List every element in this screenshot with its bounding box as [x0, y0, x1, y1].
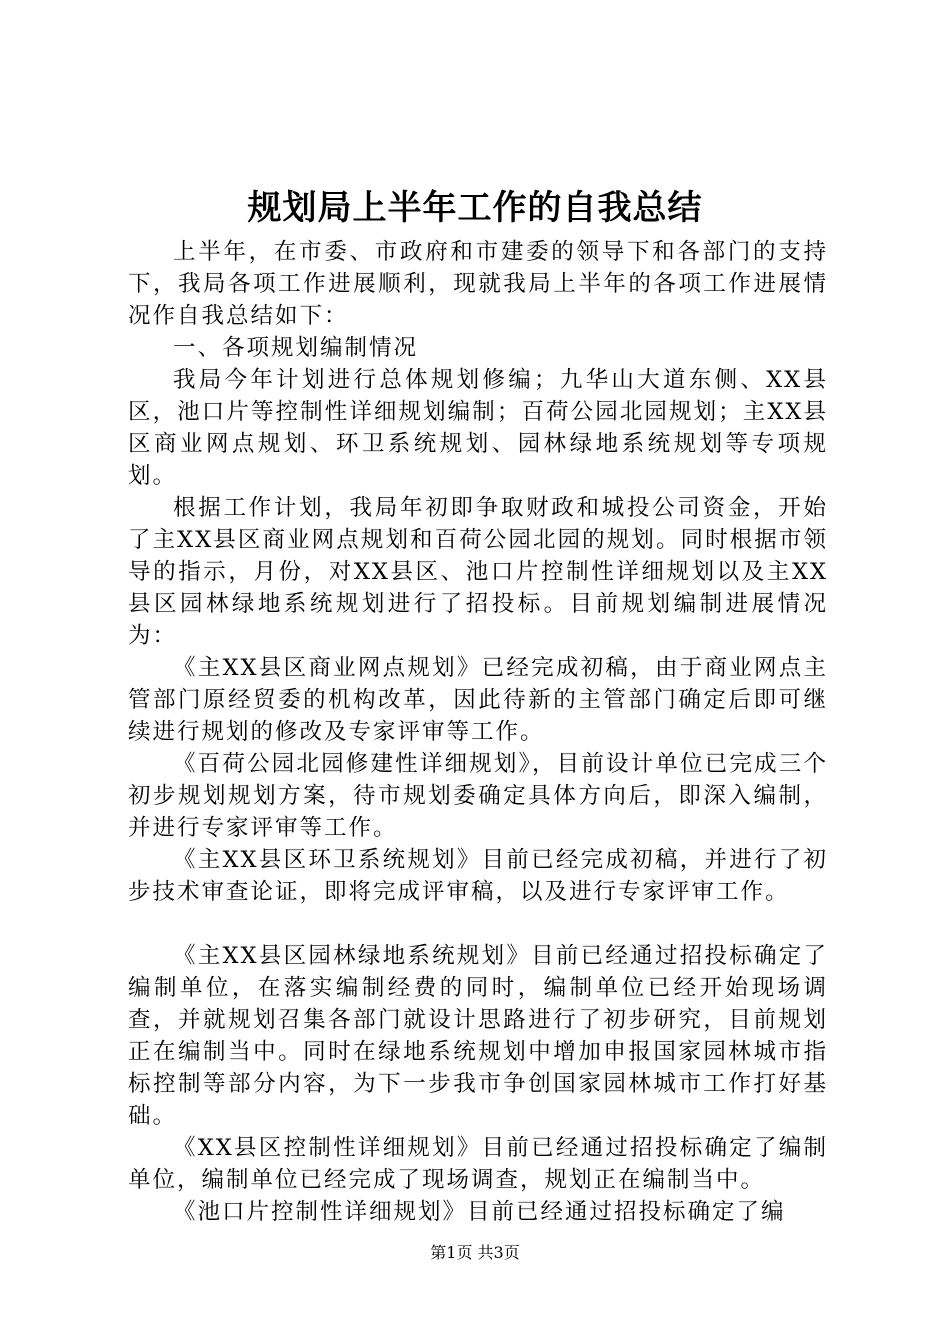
section-heading: 一、各项规划编制情况: [173, 335, 419, 361]
paragraph-chikou-plan: 《池口片控制性详细规划》目前已经通过招投标确定了编: [173, 1199, 786, 1225]
page-footer: 第1页 共3页: [430, 1243, 520, 1262]
document-title: 规划局上半年工作的自我总结: [247, 188, 703, 228]
paragraph-progress: 根据工作计划，我局年初即争取财政和城投公司资金，开始了主XX县区商业网点规划和百荷公园北园的规划。同时根据市领导的指示，月份，对XX县区、池口片控制性详细规划以及主XX县区园林绿地系统规划进行了招投标。目前规划编制进展情况为：: [128, 495, 828, 649]
paragraph-sanitation-plan: 《主XX县区环卫系统规划》目前已经完成初稿，并进行了初步技术审查论证，即将完成评审稿，以及进行专家评审工作。: [128, 847, 828, 905]
paragraph-park-plan: 《百荷公园北园修建性详细规划》，目前设计单位已完成三个初步规划规划方案，待市规划委确定具体方向后，即深入编制，并进行专家评审等工作。: [128, 751, 828, 841]
paragraph-greenspace-plan: 《主XX县区园林绿地系统规划》目前已经通过招投标确定了编制单位，在落实编制经费的同时，编制单位已经开始现场调查，并就规划召集各部门就设计思路进行了初步研究，目前规划正在编制当中。同时在绿地系统规划中增加申报国家园林城市指标控制等部分内容，为下一步我市争创国家园林城市工作打好基础。: [128, 943, 828, 1129]
paragraph-intro: 上半年，在市委、市政府和市建委的领导下和各部门的支持下，我局各项工作进展顺利，现就我局上半年的各项工作进展情况作自我总结如下：: [128, 239, 828, 329]
paragraph-plan: 我局今年计划进行总体规划修编；九华山大道东侧、XX县区，池口片等控制性详细规划编制；百荷公园北园规划；主XX县区商业网点规划、环卫系统规划、园林绿地系统规划等专项规划。: [128, 367, 828, 489]
paragraph-county-plan: 《XX县区控制性详细规划》目前已经通过招投标确定了编制单位，编制单位已经完成了现场调查，规划正在编制当中。: [128, 1135, 828, 1193]
paragraph-commercial-plan: 《主XX县区商业网点规划》已经完成初稿，由于商业网点主管部门原经贸委的机构改革，因此待新的主管部门确定后即可继续进行规划的修改及专家评审等工作。: [128, 655, 828, 745]
document-body: [128, 236, 828, 1228]
